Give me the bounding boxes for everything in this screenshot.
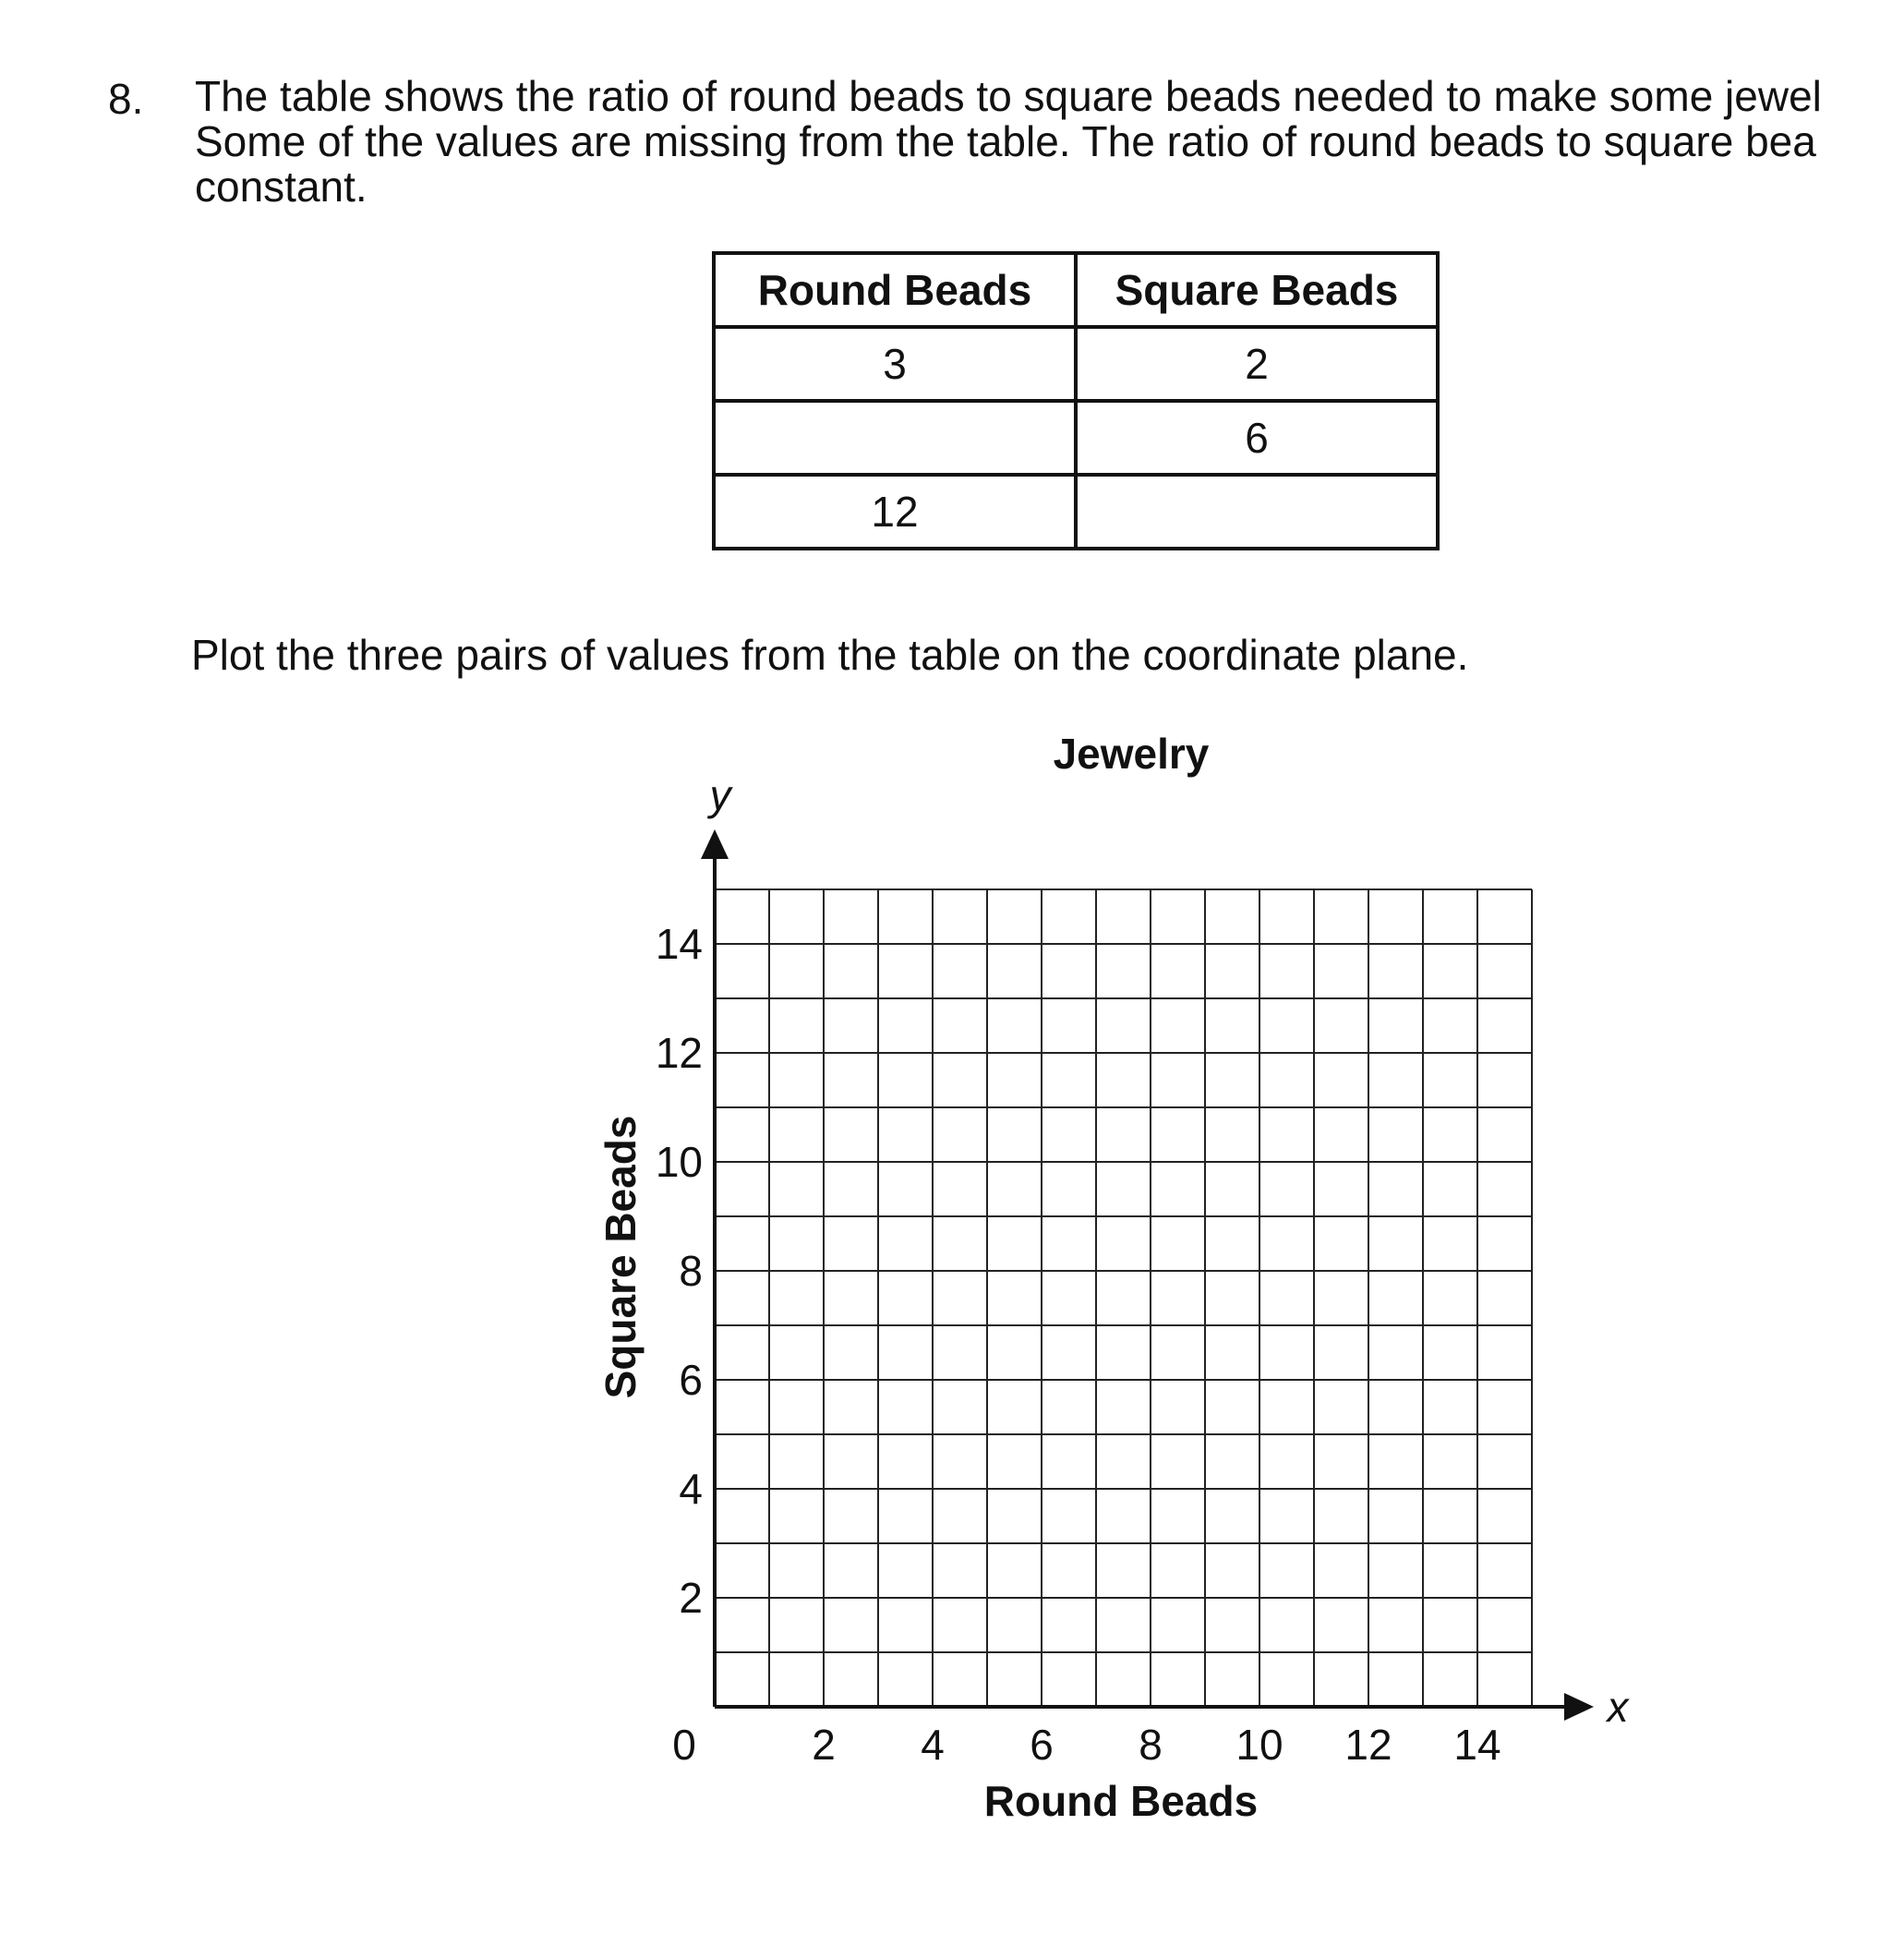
y-tick-label: 14 [655, 920, 703, 968]
y-axis-letter: y [709, 771, 731, 819]
y-tick-label: 10 [655, 1138, 703, 1186]
question-line: The table shows the ratio of round beads to square beads needed to make some jewel [195, 74, 1822, 120]
x-axis-letter: x [1607, 1683, 1629, 1731]
x-axis-title: Round Beads [983, 1777, 1259, 1825]
y-tick-label: 12 [655, 1029, 703, 1077]
x-tick-label: 14 [1453, 1721, 1501, 1769]
x-axis-arrow [1564, 1693, 1594, 1721]
origin-label: 0 [672, 1721, 696, 1769]
question-line: constant. [195, 163, 368, 210]
chart-title: Jewelry [1053, 730, 1210, 778]
x-tick-label: 8 [1139, 1721, 1163, 1769]
y-axis-arrow [701, 829, 729, 859]
table-header-round-beads: Round Beads [714, 253, 1076, 327]
y-tick-label: 6 [679, 1356, 703, 1404]
question-line: Some of the values are missing from the table. The ratio of round beads to square bea [195, 117, 1816, 165]
x-tick-label: 10 [1235, 1721, 1283, 1769]
table-cell: 2 [1076, 327, 1438, 401]
table-cell: 3 [714, 327, 1076, 401]
x-tick-label: 2 [812, 1721, 836, 1769]
x-tick-label: 6 [1030, 1721, 1054, 1769]
y-tick-label: 4 [679, 1465, 703, 1513]
y-tick-label: 8 [679, 1247, 703, 1295]
y-tick-label: 2 [679, 1574, 703, 1622]
table-cell: 12 [714, 475, 1076, 549]
x-tick-label: 4 [921, 1721, 945, 1769]
table-cell: 6 [1076, 401, 1438, 475]
y-axis-title: Square Beads [597, 1115, 645, 1399]
table-header-square-beads: Square Beads [1076, 253, 1438, 327]
x-tick-label: 12 [1344, 1721, 1392, 1769]
instruction-text: Plot the three pairs of values from the table on the coordinate plane. [191, 631, 1469, 679]
question-number: 8. [108, 75, 144, 123]
